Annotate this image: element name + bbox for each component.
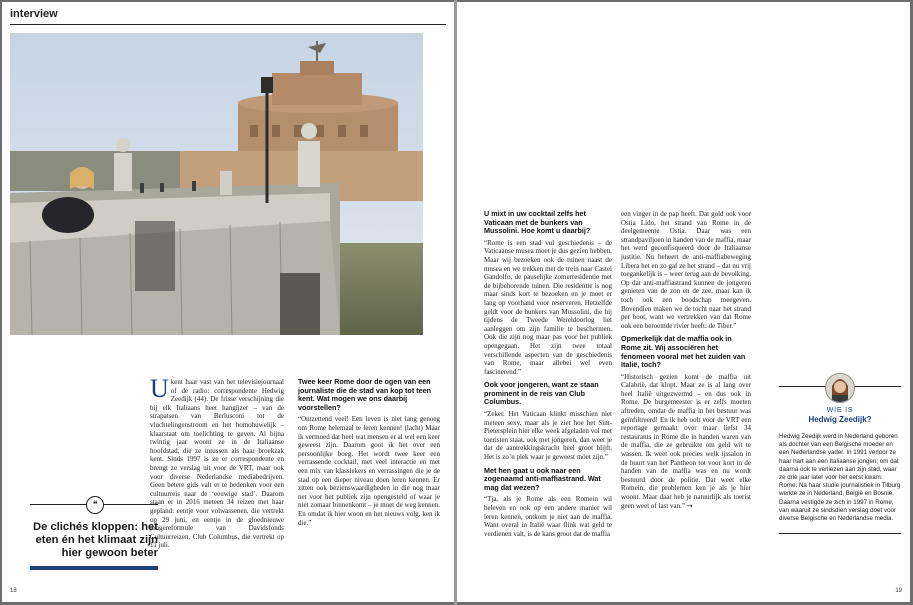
- bio-sidebar: [779, 386, 901, 534]
- section-label: interview: [10, 8, 58, 20]
- intro-paragraph: kent haar vast van het televisiejournaal of de radio: correspondente Hedwig Zeedijk (44). De frisse verschijning die bij elk Italiaans heet hangijzer – van de strapatsen van Berlusconi tot de vluchtelingenstroom en het homohuwelijk – klaarstaat om toelichting te geven. Al bijna twintig jaar woont ze in de Italiaanse hoofdstad, die ze intussen als haar broekzak kent. Sinds 1997 is ze er correspondente en brengt ze verslag uit voor de VRT, maar ook voor diverse Nederlandse mediabedrijven. Geen betere gids valt er te bedenken voor een cultuurreis naar de ‘eeuwige stad’. Daarom staan er in 2016 meteen 34 reizen met haar gepland: eentje voor volwassenen, die vertrekt op 29 juni, en eentje in de gloednieuwe jongereformule van Davidsfonds Cultuurreizen, Club Columbus, die vertrekt op 11 juli.: [150, 378, 284, 550]
- left-column-2: [298, 378, 440, 530]
- right-column-2: [621, 210, 751, 513]
- sidebar-bio: Hedwig Zeedijk werd in Nederland geboren als dochter van een Belgische moeder en een Nederlandse vader. In 1991 verloor ze haar hart aan een Italiaanse jongen; om dat daarna ook te verliezen aan zijn stad, waar ze drie jaar later voor het eerst kwam: Rome. Na haar studie journalistiek in Tilburg werkte ze in Nederland, België en Bosnië. Daarna vestigde ze zich in 1997 in Rome, van waaruit ze sindsdien verslag doet voor diverse Belgische en Nederlandse media.: [779, 433, 901, 523]
- interview-question: Twee keer Rome door de ogen van een journaliste die de stad van kop tot teen kent. Wat mogen we ons daarbij voorstellen?: [298, 377, 431, 412]
- end-arrow-icon: →: [686, 501, 693, 510]
- pull-quote: [30, 500, 158, 570]
- left-column-1: [150, 374, 284, 550]
- interview-question: Met hen gaat u ook naar een zogenaamd anti-maffiastrand. Wat mag dat wezen?: [484, 465, 601, 492]
- interview-answer-continued: een vinger in de pap heeft. Dat gold ook voor Ostia Lido, het strand van Rome in de deelgemeente Ostia. Daar was een strandpaviljoen in handen van de maffia, maar het werd geconfisqueerd door de Italiaanse justitie. Nu beheert de anti-maffiabeweging Libera het en zo gaf ze het strand – dat nu vrij toegankelijk is – weer terug aan de bevolking. Op dat anti-maffiastrand kunnen de jongeren genieten van de zon en de zee, maar kan ik toch ook een boodschap meegeven. Bovendien maken we de tocht naar het strand per boot, want we vertrekken van dat Rome ook een beroemde rivier heeft: de Tiber.”: [621, 210, 751, 330]
- left-page: [2, 2, 454, 602]
- portrait-avatar: [825, 373, 855, 403]
- interview-answer: “Zeker. Het Vaticaan klinkt misschien niet meteen sexy, maar als je ziet hoe het Sint-Pietersplein hier elke week afgeladen vol met toeristen staat, ook met jongeren, dan weet je dat de aantrekkingskracht heel groot blijft. Het is zo’n plek waar je geweest móet zijn.”: [484, 410, 612, 462]
- header-rule: [10, 24, 446, 25]
- interview-question: Opmerkelijk dat de maffia ook in Rome zit. Wij associëren het fenomeen vooral met het zuiden van Italië, toch?: [621, 334, 746, 370]
- pull-quote-text: De clichés kloppen: het eten én het klimaat zijn hier gewoon beter: [33, 521, 158, 559]
- interview-answer: “Ontzettend veel! Een leven is niet lang genoeg om Rome helemaal te leren kennen! (lacht) Maar ik vermoed dat heel wat mensen er al wel een keer geweest zijn. Daarom goot ik het over een persoonlijke boeg. Het wordt twee keer een verrassende cocktail, met veel interactie en met een mix van klassiekers en verrassingen die je de stad op een dieper niveau doen leren kennen. Er zitten ook bezienswaardigheden in die nog maar net voor het publiek zijn opengesteld of waar je niet zomaar binnenkomt – je moet de weg kennen. En omdat ik hier woon en het nieuws volg, ken ik die.”: [298, 415, 440, 527]
- pull-quote-bar: [30, 566, 158, 570]
- pull-quote-rule: [30, 500, 158, 515]
- interview-answer: “Rome is een stad vol geschiedenis – de Vaticaanse musea moet je dus gezien hebben. Maar wij bezoeken ook de tuinen naast de musea en we trekken met de trein naar Castel Gandolfo, de pauselijke zomerresidentie met de bijbehorende tuinen. Die residentie is nog maar sinds kort te bezoeken en je moet er lang op voorhand voor reserveren. Hetzelfde geldt voor de bunkers van Mussolini, die hij tijdens de Tweede Wereldoorlog liet aanleggen om zijn familie te beschermen. Ook die zijn nog maar pas voor het publiek opengegaan. Het zijn twee totaal verschillende aspecten van de geschiedenis van Rome, maar allebei wel even fascinerend.”: [484, 238, 612, 376]
- interview-answer: [621, 373, 751, 511]
- sidebar-kicker: WIE IS: [826, 407, 854, 414]
- interview-question: U mixt in uw cocktail zelfs het Vaticaan met de bunkers van Mussolini. Hoe komt u daarbij?: [484, 209, 591, 236]
- drop-cap: U: [150, 374, 169, 403]
- rome-photo: [10, 33, 423, 335]
- right-column-1: [484, 210, 612, 541]
- portrait-illustration: [826, 374, 854, 402]
- page-number-left: 18: [10, 588, 17, 594]
- right-page: [457, 2, 910, 602]
- answer-text: “Historisch gezien komt de maffia uit Calabrië, dat klopt. Maar ze is al lang over heel Italië uitgezwermd – en dus ook in Rome. De burgemeester is er zelfs moeten aftreden, omdat de maffia in het bestuur was geïnfiltreerd! En ik heb oolt voor de VRT een reportage gemaakt over maar liefst 34 restaurants in Rome die in handen waren van de maffia, die ze gebruikte om geld wit te wassen. Ik weet ook precies welk ijssalon in de buurt van het Pantheon tot voor kort in de handen van de maffia was en nu wordt bestuurd door de politie. Dat weet elke Romein, die problemen ken je als je hier woont. Maar daar heb je natuurlijk als toerist geen weet of last van.”: [621, 372, 751, 510]
- sidebar-name: Hedwig Zeedijk?: [808, 415, 872, 424]
- interview-answer: “Tja, als je Rome als een Romein wil beleven en ook op een andere manier wil leren kennen, ontkom je niet aan de maffia. Want overal in Italië waar flink wat geld te verdienen valt, is de kans groot dat de maffia: [484, 495, 612, 538]
- sidebar-top-rule: [779, 386, 901, 405]
- sidebar-bottom-rule: [779, 533, 901, 534]
- interview-question: Ook voor jongeren, want ze staan prominent in de reis van Club Columbus.: [484, 380, 599, 407]
- page-number-right: 19: [895, 588, 902, 594]
- rome-photo-illustration: [10, 33, 423, 335]
- quote-mark-icon: ❝: [86, 496, 104, 514]
